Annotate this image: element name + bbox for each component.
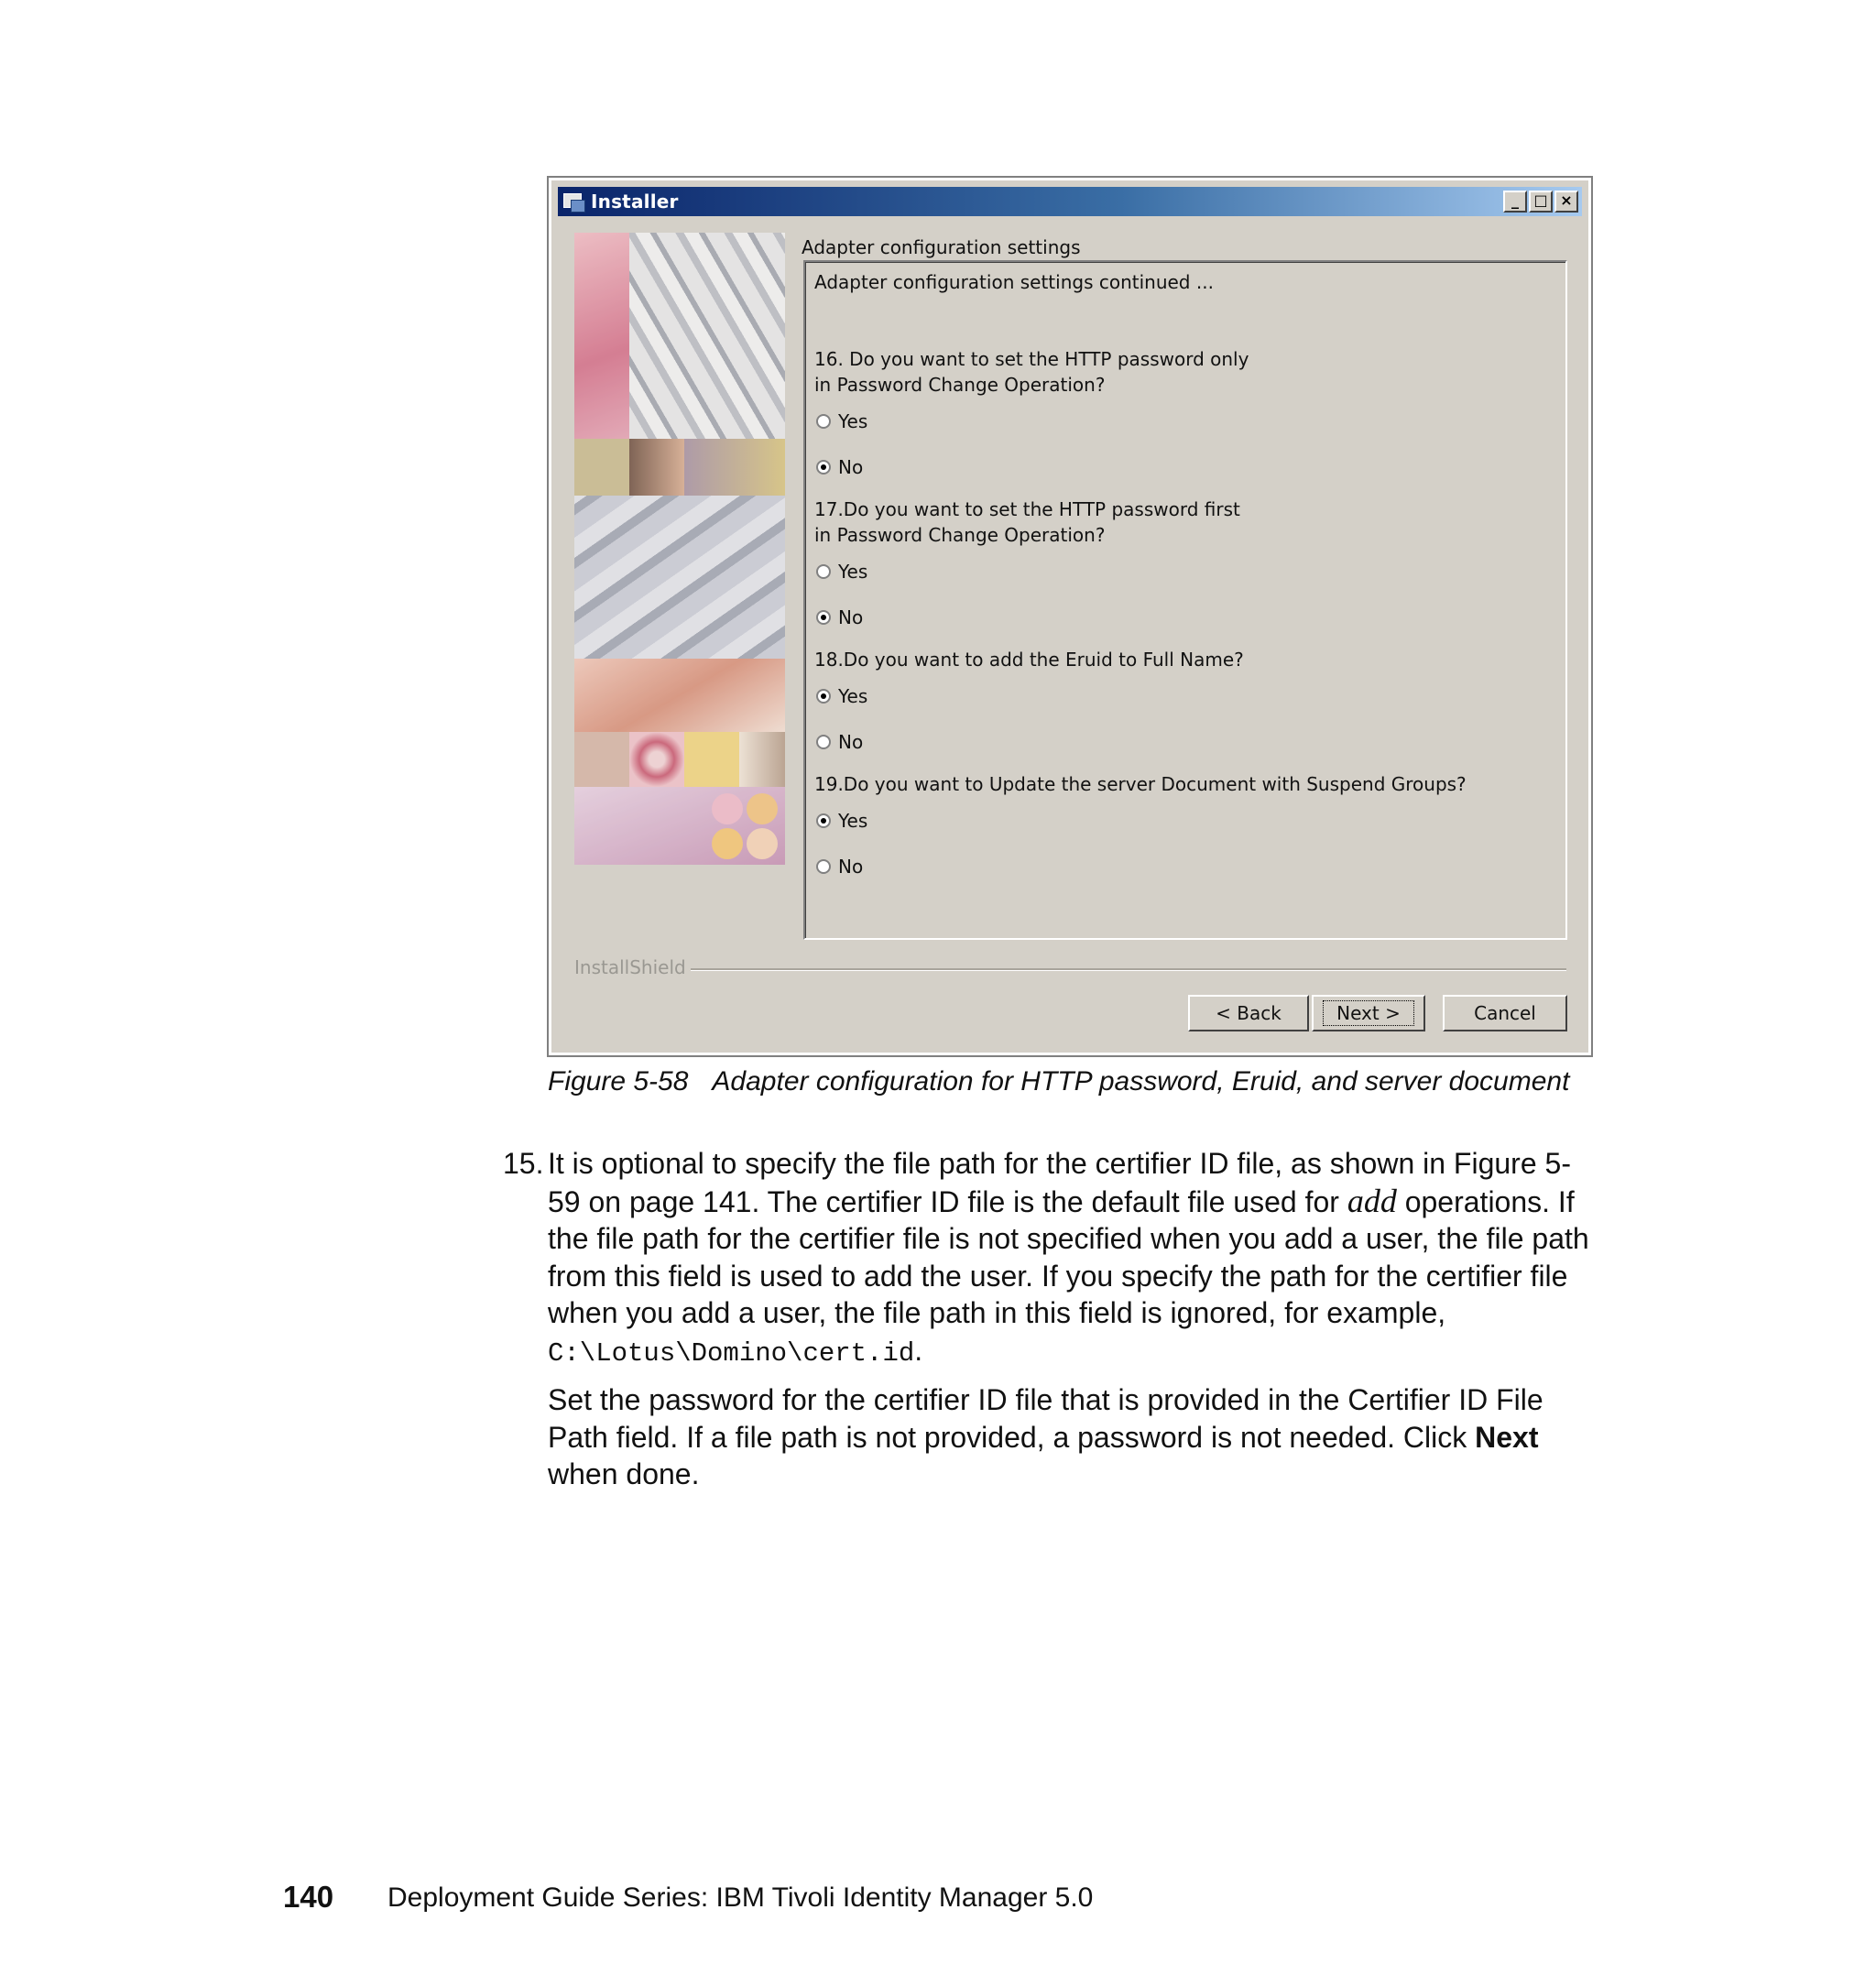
file-path-code: C:\Lotus\Domino\cert.id [548,1337,915,1369]
radio-checked-icon [816,689,831,704]
radio-label: Yes [838,410,868,432]
figure-caption-text: Adapter configuration for HTTP password, Eruid, and server document [712,1066,1570,1097]
section-title: Adapter configuration settings [802,236,1081,258]
radio-checked-icon [816,610,831,625]
italic-term: add [1347,1182,1397,1219]
paragraph-text: Set the password for the certifier ID file that is provided in the Certifier ID File Path field. If a file path is not provided, a password is not needed. Click [548,1383,1543,1454]
step-paragraph-1 [548,1145,1601,1372]
radio-label: Yes [838,561,868,583]
title-bar[interactable] [558,187,1582,216]
question-16-line1: 16. Do you want to set the HTTP password only [814,348,1249,370]
question-16-line2: in Password Change Operation? [814,374,1106,396]
radio-unchecked-icon [816,414,831,429]
radio-checked-icon [816,813,831,828]
next-button-label: Next > [1324,1001,1413,1025]
paragraph-text: when done. [548,1457,700,1490]
back-button[interactable] [1188,995,1309,1031]
radio-label: No [838,731,864,753]
radio-unchecked-icon [816,735,831,749]
panel-heading: Adapter configuration settings continued ... [814,271,1214,293]
paragraph-text: It is optional to specify the file path for the certifier ID file, as shown in Figure 5-59 on page 141. The certifier ID file is the default file used for [548,1147,1571,1218]
question-18-line1: 18.Do you want to add the Eruid to Full Name? [814,649,1244,671]
installer-app-icon [562,191,585,213]
close-icon[interactable]: × [1554,191,1578,213]
cancel-button[interactable] [1443,995,1567,1031]
radio-label: No [838,606,864,628]
settings-panel [803,260,1567,940]
q19-no-radio[interactable] [816,856,863,878]
q19-yes-radio[interactable] [816,810,867,832]
figure-label: Figure 5-58 [548,1066,689,1097]
question-17-line2: in Password Change Operation? [814,524,1106,546]
divider [691,968,1566,971]
cancel-button-label: Cancel [1474,1002,1536,1024]
paragraph-text: operations. If the file path for the certifier file is not specified when you add a user, the file path from this field is used to add the user. If you specify the path for the certifier file when you add a user, the file path in this field is ignored, for example, [548,1184,1589,1329]
paragraph-text: . [914,1333,923,1367]
radio-unchecked-icon [816,859,831,874]
next-button[interactable] [1312,995,1425,1031]
back-button-label: < Back [1216,1002,1282,1024]
radio-unchecked-icon [816,564,831,579]
step-paragraph-2 [548,1381,1601,1493]
q16-yes-radio[interactable] [816,410,867,432]
radio-label: Yes [838,685,868,707]
installer-window [547,176,1593,1057]
installer-side-image [574,233,785,865]
bold-term: Next [1475,1420,1539,1454]
q18-yes-radio[interactable] [816,685,867,707]
q17-no-radio[interactable] [816,606,863,628]
radio-label: No [838,856,864,878]
minimize-icon[interactable]: _ [1503,191,1527,213]
page-number: 140 [283,1880,334,1914]
question-17-line1: 17.Do you want to set the HTTP password first [814,498,1240,520]
radio-label: Yes [838,810,868,832]
q18-no-radio[interactable] [816,731,863,753]
radio-label: No [838,456,864,478]
radio-checked-icon [816,460,831,475]
maximize-icon[interactable]: □ [1529,191,1553,213]
installshield-brand: InstallShield [574,956,686,978]
figure-caption [548,1066,1569,1097]
window-title: Installer [591,191,679,213]
q16-no-radio[interactable] [816,456,863,478]
book-title: Deployment Guide Series: IBM Tivoli Identity Manager 5.0 [387,1882,1094,1913]
step-number: 15. [503,1147,544,1180]
question-19-line1: 19.Do you want to Update the server Document with Suspend Groups? [814,773,1467,795]
q17-yes-radio[interactable] [816,561,867,583]
